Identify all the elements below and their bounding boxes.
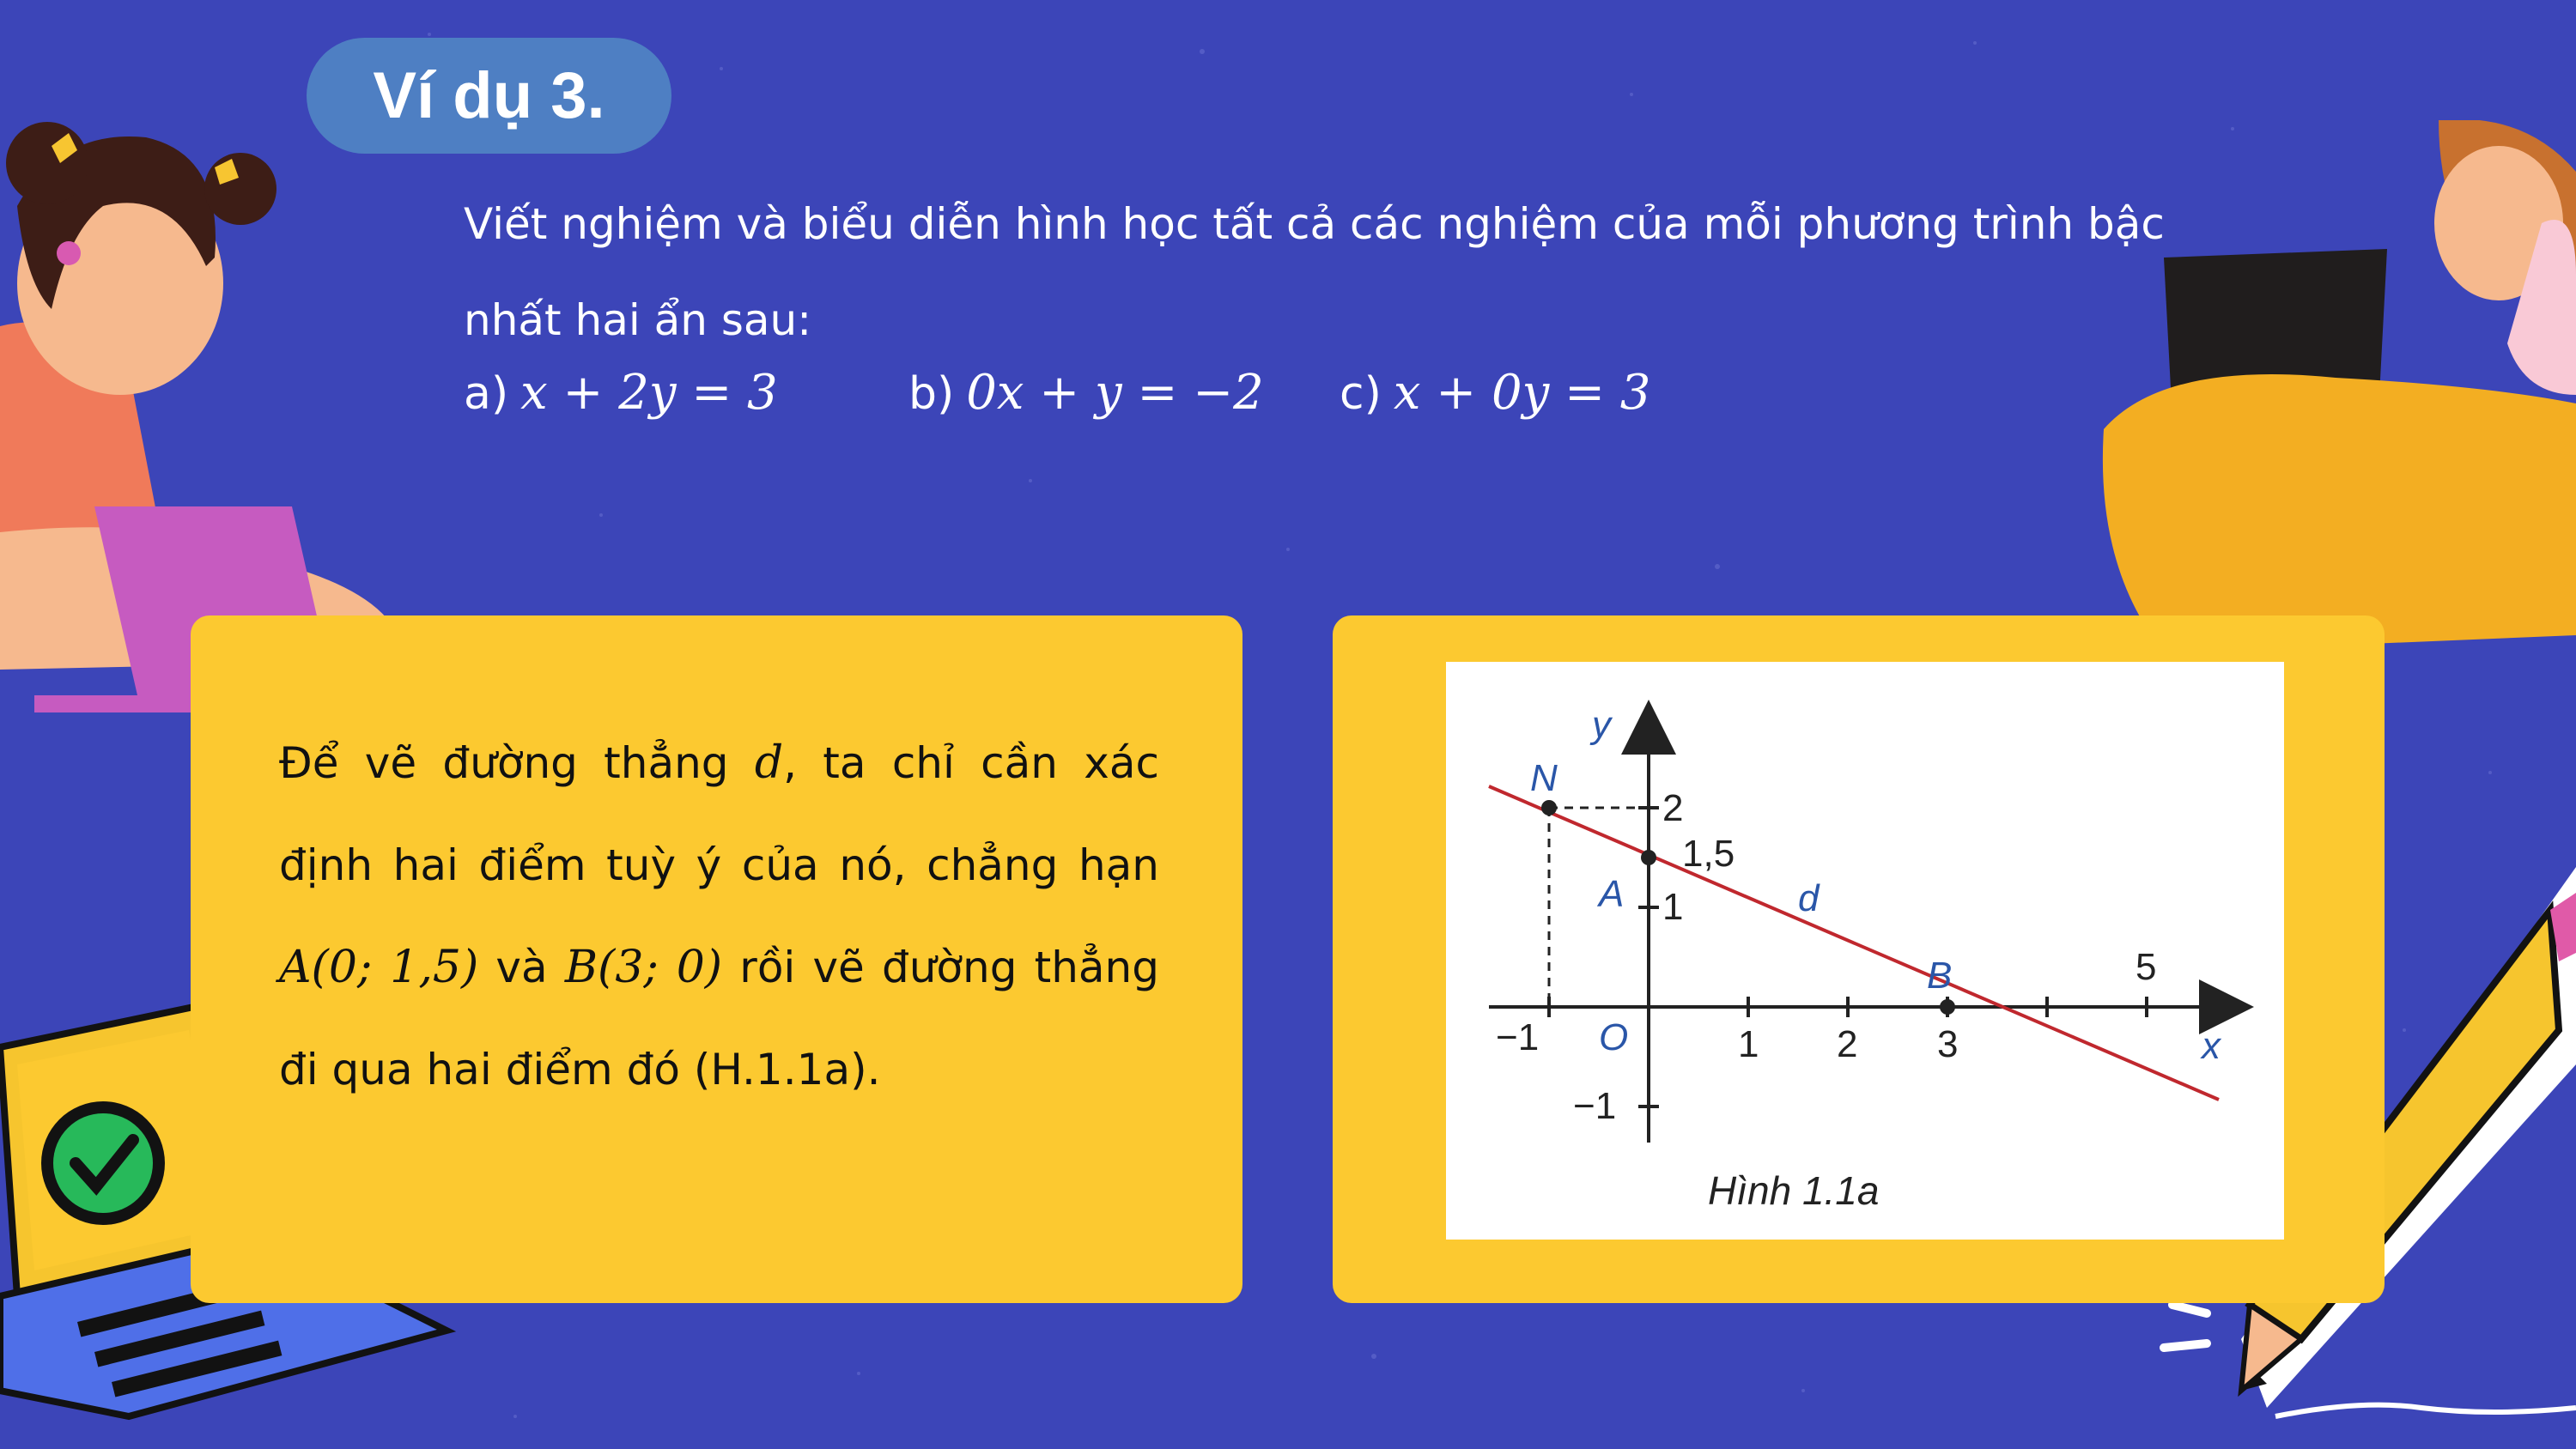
x-tick-5: 5 <box>2136 946 2157 988</box>
line-d-label: d <box>1798 877 1820 919</box>
equation-a <box>464 365 778 421</box>
problem-line-1: Viết nghiệm và biểu diễn hình học tất cả các nghiệm của mỗi phương trình bậc <box>464 199 2165 249</box>
point-n <box>1541 800 1557 815</box>
point-b-label: B <box>1927 955 1953 997</box>
example-title: Ví dụ 3. <box>373 59 605 132</box>
point-b <box>1940 999 1955 1015</box>
origin-label: O <box>1599 1016 1629 1058</box>
problem-statement <box>464 176 2215 368</box>
explanation-part-1: Để vẽ đường thẳng <box>279 738 755 788</box>
figure-caption: Hình 1.1a <box>1708 1168 1880 1213</box>
equation-a-label: a) <box>464 368 509 420</box>
equation-a-expr: x + 2y = 3 <box>520 365 778 421</box>
point-a-coords: A(0; 1,5) <box>279 942 479 993</box>
explanation-part-4: rồi vẽ đường thẳng đi qua hai điểm đó (H.1.1a). <box>279 943 1159 1094</box>
problem-line-2: nhất hai ẩn sau: <box>464 295 812 345</box>
line-d-symbol: d <box>754 737 784 789</box>
equation-b-label: b) <box>908 368 955 420</box>
point-a <box>1641 850 1656 865</box>
coordinate-graph <box>1446 662 2284 1240</box>
y-tick-neg1: −1 <box>1573 1085 1617 1127</box>
x-tick-1: 1 <box>1738 1023 1759 1065</box>
point-a-label: A <box>1599 873 1625 915</box>
explanation-part-3: và <box>478 943 565 992</box>
equation-c-expr: x + 0y = 3 <box>1393 365 1651 421</box>
equation-b <box>908 365 1264 421</box>
x-axis-label: x <box>2202 1025 2221 1067</box>
explanation-part-2: , ta chỉ cần xác định hai điểm tuỳ ý của nó, chẳng hạn <box>279 738 1159 890</box>
x-tick-2: 2 <box>1837 1023 1858 1065</box>
equation-c-label: c) <box>1340 368 1382 420</box>
y-tick-1: 1 <box>1662 886 1684 928</box>
x-tick-neg1: −1 <box>1496 1016 1540 1058</box>
equation-c <box>1340 365 1650 421</box>
point-b-coords: B(3; 0) <box>564 942 723 993</box>
y-tick-1-5: 1,5 <box>1682 833 1735 875</box>
point-n-label: N <box>1530 757 1558 799</box>
figure-1-1a <box>1446 662 2284 1240</box>
x-tick-3: 3 <box>1937 1023 1959 1065</box>
y-tick-2: 2 <box>1662 787 1684 829</box>
explanation-text <box>279 712 1159 1121</box>
example-title-pill <box>307 38 671 154</box>
equation-b-expr: 0x + y = −2 <box>966 365 1264 421</box>
y-axis-label: y <box>1592 704 1611 746</box>
